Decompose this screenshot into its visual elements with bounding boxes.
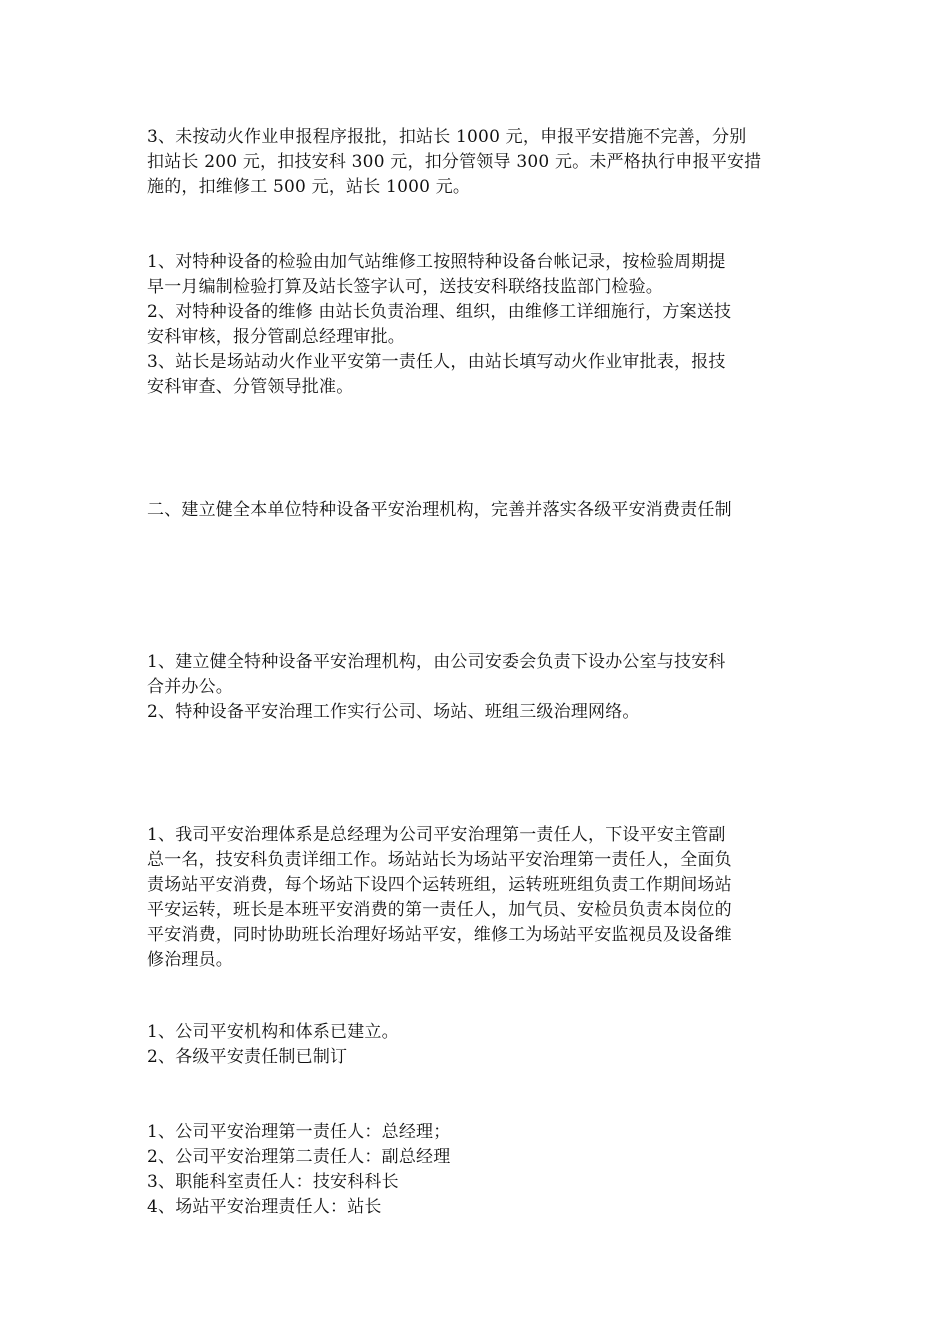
heading-line: 二、建立健全本单位特种设备平安治理机构，完善并落实各级平安消费责任制	[147, 500, 732, 520]
text-line: 2、对特种设备的维修 由站长负责治理、组织，由维修工详细施行，方案送技	[147, 302, 732, 322]
text-line: 平安运转，班长是本班平安消费的第一责任人，加气员、安检员负责本岗位的	[147, 900, 732, 920]
text-line: 3、站长是场站动火作业平安第一责任人，由站长填写动火作业审批表，报技	[147, 352, 726, 372]
paragraph-status	[147, 1020, 807, 1070]
text-line: 1、建立健全特种设备平安治理机构，由公司安委会负责下设办公室与技安科	[147, 652, 726, 672]
paragraph-inspection-maintenance	[147, 250, 807, 400]
text-line: 1、公司平安治理第一责任人：总经理；	[147, 1122, 451, 1142]
paragraph-management-organization	[147, 650, 807, 725]
text-line: 修治理员。	[147, 950, 233, 970]
text-line: 1、我司平安治理体系是总经理为公司平安治理第一责任人，下设平安主管副	[147, 825, 726, 845]
text-line: 2、特种设备平安治理工作实行公司、场站、班组三级治理网络。	[147, 702, 640, 722]
text-line: 平安消费，同时协助班长治理好场站平安，维修工为场站平安监视员及设备维	[147, 925, 732, 945]
text-line: 安科审核，报分管副总经理审批。	[147, 327, 405, 347]
text-line: 扣站长 200 元，扣技安科 300 元，扣分管领导 300 元。未严格执行申报平安措	[147, 152, 762, 172]
text-line: 2、公司平安治理第二责任人：副总经理	[147, 1147, 451, 1167]
text-line: 1、对特种设备的检验由加气站维修工按照特种设备台帐记录，按检验周期提	[147, 252, 726, 272]
text-line: 合并办公。	[147, 677, 233, 697]
text-line: 责场站平安消费，每个场站下设四个运转班组，运转班班组负责工作期间场站	[147, 875, 732, 895]
text-line: 3、职能科室责任人：技安科科长	[147, 1172, 399, 1192]
text-line: 2、各级平安责任制已制订	[147, 1047, 348, 1067]
text-line: 1、公司平安机构和体系已建立。	[147, 1022, 399, 1042]
text-line: 施的，扣维修工 500 元，站长 1000 元。	[147, 177, 471, 197]
section-heading	[147, 498, 827, 523]
text-line: 安科审查、分管领导批准。	[147, 377, 354, 397]
text-line: 早一月编制检验打算及站长签字认可，送技安科联络技监部门检验。	[147, 277, 663, 297]
paragraph-penalty-rules	[147, 125, 807, 200]
text-line: 总一名，技安科负责详细工作。场站站长为场站平安治理第一责任人，全面负	[147, 850, 732, 870]
text-line: 3、未按动火作业申报程序报批，扣站长 1000 元，申报平安措施不完善，分别	[147, 127, 747, 147]
paragraph-safety-system	[147, 823, 807, 973]
text-line: 4、场站平安治理责任人：站长	[147, 1197, 382, 1217]
paragraph-responsible-persons	[147, 1120, 807, 1220]
